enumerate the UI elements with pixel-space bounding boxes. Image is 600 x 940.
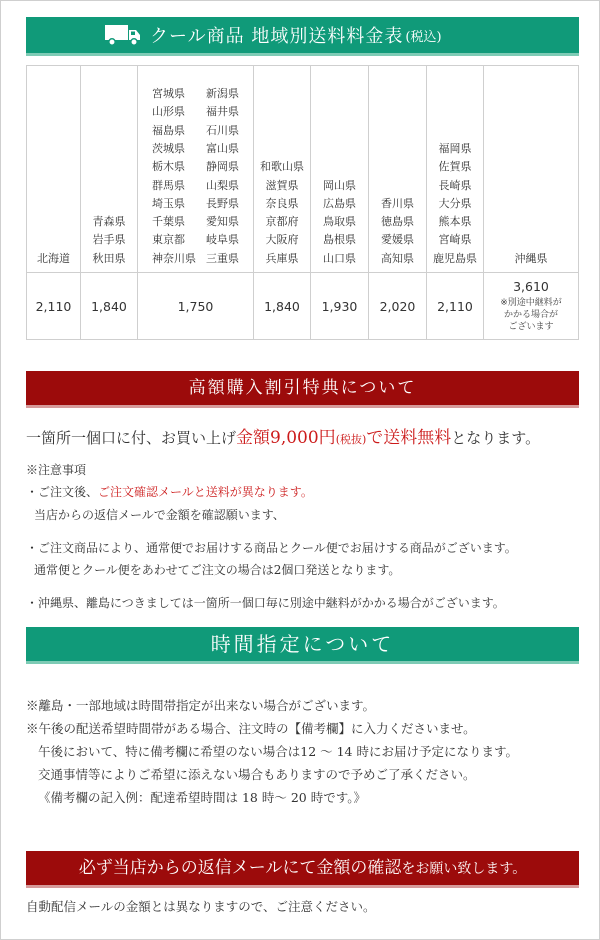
- page-title-suffix: (税込): [405, 29, 442, 45]
- confirm-heading: [26, 851, 579, 885]
- discount-text-end: となります。: [451, 429, 541, 447]
- note-1: [26, 483, 313, 500]
- region-name: 静岡県: [206, 160, 239, 174]
- region-cell-kanto-chubu: [138, 66, 254, 273]
- region-name: 神奈川県: [152, 251, 196, 265]
- region-name: 青森県: [92, 215, 126, 229]
- region-name: 鹿児島県: [433, 251, 477, 265]
- region-list-left: [152, 85, 196, 268]
- discount-text: 一箇所一個口に付、お買い上げ: [26, 429, 237, 447]
- region-name: 宮崎県: [438, 233, 472, 247]
- region-name: 長崎県: [438, 178, 472, 192]
- truck-icon: [104, 23, 142, 47]
- discount-tax-note: (税抜): [335, 433, 367, 446]
- region-name: 岩手県: [92, 233, 126, 247]
- region-name: 三重県: [206, 251, 239, 265]
- region-name: 山形県: [152, 105, 185, 119]
- discount-line: [26, 423, 540, 448]
- okinawa-note: [485, 297, 577, 333]
- confirm-heading-main: 必ず当店からの返信メールにて金額の確認: [78, 858, 402, 878]
- okinawa-note-line: かかる場合が: [503, 310, 558, 320]
- region-name: 島根県: [323, 233, 356, 247]
- title-underline: [26, 53, 579, 56]
- price-value: 3,610: [513, 279, 549, 294]
- region-name: 京都府: [265, 215, 299, 229]
- page-title: クール商品 地域別送料料金表: [150, 26, 404, 47]
- time-line-2: ※午後の配送希望時間帯がある場合、注文時の【備考欄】に入力くださいませ。: [26, 721, 476, 736]
- region-name: 奈良県: [265, 196, 299, 210]
- region-name: 富山県: [206, 141, 239, 155]
- region-name: 大阪府: [265, 233, 299, 247]
- region-cell-tohoku: [81, 66, 138, 273]
- price-row: [27, 273, 579, 340]
- region-name: 沖縄県: [514, 251, 548, 265]
- time-line-4: 交通事情等によりご希望に添えない場合もありますので予めご了承ください。: [38, 767, 476, 782]
- region-row: [27, 66, 579, 273]
- price-cell: 2,020: [369, 273, 427, 340]
- region-name: 鳥取県: [323, 215, 356, 229]
- region-name: 岡山県: [323, 178, 356, 192]
- note-2: ・ご注文商品により、通常便でお届けする商品とクール便でお届けする商品がございます。: [26, 541, 517, 555]
- region-name: 山口県: [323, 251, 356, 265]
- region-list-right: [206, 85, 239, 268]
- price-cell: 1,750: [138, 273, 254, 340]
- note-3: ・沖縄県、離島につきましては一箇所一個口毎に別途中継料がかかる場合がございます。: [26, 596, 505, 610]
- discount-free-shipping: で送料無料: [366, 428, 452, 448]
- okinawa-note-line: ございます: [508, 322, 554, 332]
- note-1-text: ・ご注文後、: [26, 485, 99, 499]
- price-cell: 2,110: [427, 273, 484, 340]
- price-cell: 1,840: [254, 273, 311, 340]
- region-name: 岐阜県: [206, 233, 239, 247]
- price-cell-okinawa: [484, 273, 579, 340]
- region-name: 高知県: [381, 251, 414, 265]
- region-name: 徳島県: [381, 215, 414, 229]
- region-cell-kyushu: [427, 66, 484, 273]
- region-name: 和歌山県: [260, 160, 304, 174]
- region-name: 長野県: [206, 196, 239, 210]
- region-cell-hokkaido: [27, 66, 81, 273]
- confirm-heading-underline: [26, 885, 579, 888]
- region-name: 宮城県: [152, 87, 185, 101]
- region-name: 愛媛県: [381, 233, 414, 247]
- region-name: 山梨県: [206, 178, 239, 192]
- region-name: 佐賀県: [438, 160, 472, 174]
- note-1-highlight: ご注文確認メールと送料が異なります。: [98, 485, 313, 499]
- region-name: 福井県: [206, 105, 239, 119]
- region-name: 栃木県: [152, 160, 185, 174]
- time-heading-underline: [26, 661, 579, 664]
- okinawa-note-line: ※別途中継料が: [500, 298, 562, 308]
- note-2-cont: 通常便とクール便をあわせてご注文の場合は2個口発送となります。: [34, 563, 401, 577]
- region-name: 広島県: [323, 196, 356, 210]
- region-name: 埼玉県: [152, 196, 185, 210]
- price-cell: 1,930: [311, 273, 369, 340]
- region-name: 群馬県: [152, 178, 185, 192]
- region-name: 秋田県: [92, 251, 126, 265]
- region-name: 愛知県: [206, 215, 239, 229]
- shipping-rate-table: [26, 65, 579, 340]
- discount-heading-underline: [26, 405, 579, 408]
- region-name: 石川県: [206, 123, 239, 137]
- region-name: 福島県: [152, 123, 185, 137]
- price-cell: 1,840: [81, 273, 138, 340]
- region-name: 茨城県: [152, 141, 185, 155]
- region-name: 大分県: [438, 196, 472, 210]
- region-cell-shikoku: [369, 66, 427, 273]
- notes-title: ※注意事項: [26, 463, 87, 477]
- region-cell-okinawa: [484, 66, 579, 273]
- region-name: 熊本県: [438, 215, 472, 229]
- shipping-table-title-bar: [26, 17, 579, 53]
- region-name: 北海道: [37, 251, 70, 265]
- region-name: 新潟県: [206, 87, 239, 101]
- region-name: 千葉県: [152, 215, 185, 229]
- region-cell-chugoku: [311, 66, 369, 273]
- time-line-3: 午後において、特に備考欄に希望のない場合は12 ～ 14 時にお届け予定になります。: [38, 744, 518, 759]
- confirm-body: 自動配信メールの金額とは異なりますので、ご注意ください。: [26, 899, 376, 914]
- discount-heading: 高額購入割引特典について: [26, 371, 579, 405]
- price-cell: 2,110: [27, 273, 81, 340]
- region-name: 兵庫県: [265, 251, 299, 265]
- region-name: 東京都: [152, 233, 185, 247]
- time-heading: 時間指定について: [26, 627, 579, 661]
- discount-amount: 金額9,000円: [236, 428, 336, 448]
- confirm-heading-tail: をお願い致します。: [401, 861, 527, 877]
- region-name: 福岡県: [438, 141, 472, 155]
- time-line-5: 《備考欄の記入例：配達希望時間は 18 時～ 20 時です。》: [38, 790, 366, 805]
- note-1-cont: 当店からの返信メールで金額を確認願います、: [34, 508, 285, 522]
- region-name: 香川県: [381, 196, 414, 210]
- time-line-1: ※離島・一部地域は時間帯指定が出来ない場合がございます。: [26, 698, 376, 713]
- region-name: 滋賀県: [265, 178, 299, 192]
- region-cell-kansai: [254, 66, 311, 273]
